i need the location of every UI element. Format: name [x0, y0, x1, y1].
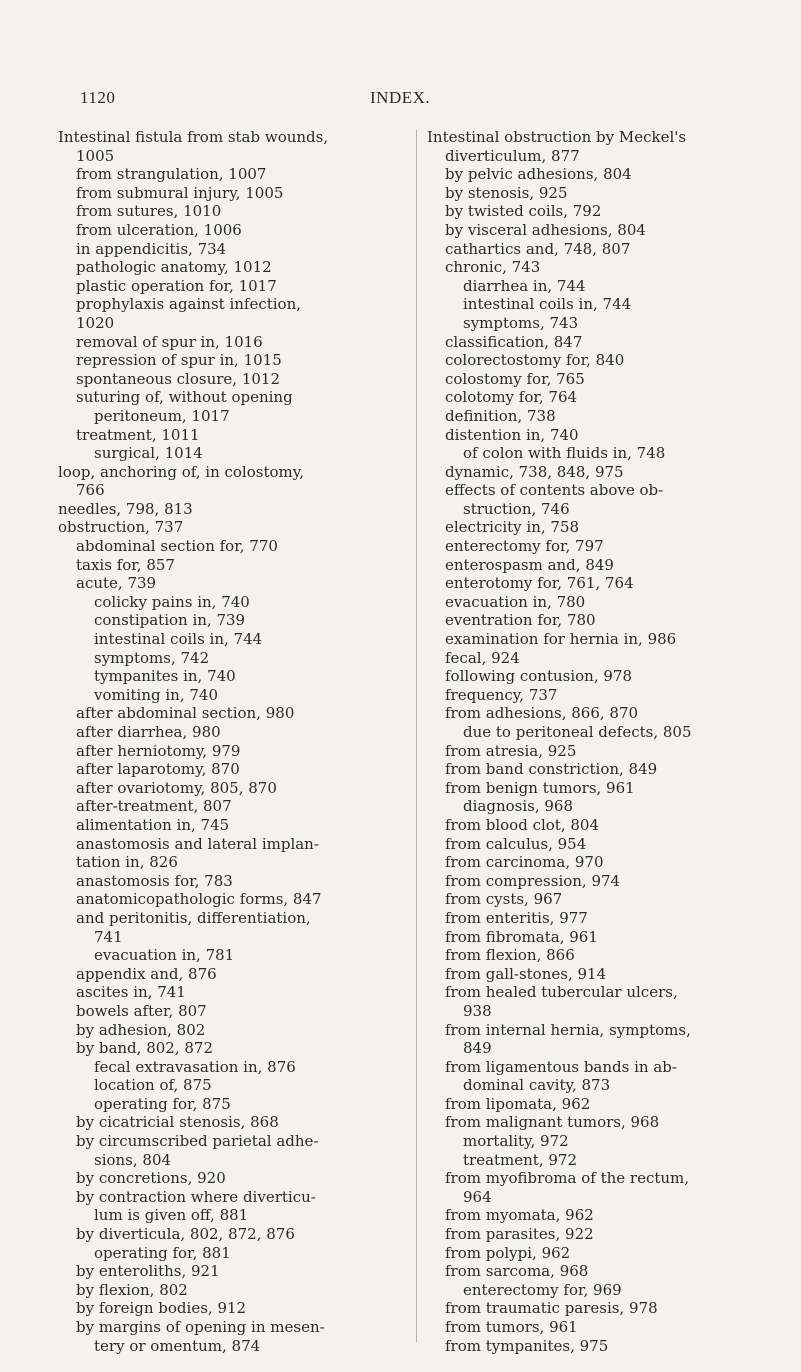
index-entry: taxis for, 857 — [76, 555, 175, 574]
index-entry: 964 — [463, 1187, 492, 1206]
index-entry: evacuation in, 780 — [445, 592, 586, 611]
index-entry: surgical, 1014 — [94, 444, 203, 463]
index-entry: enterectomy for, 797 — [445, 537, 604, 556]
index-entry: from myofibroma of the rectum, — [445, 1169, 690, 1188]
index-entry: tery or omentum, 874 — [94, 1336, 261, 1355]
index-entry: from calculus, 954 — [445, 834, 587, 853]
index-entry: of colon with fluids in, 748 — [463, 444, 666, 463]
index-entry: symptoms, 743 — [463, 313, 579, 332]
index-entry: 849 — [463, 1039, 492, 1058]
index-entry: chronic, 743 — [445, 258, 541, 277]
index-entry: treatment, 972 — [463, 1150, 578, 1169]
index-entry: struction, 746 — [463, 499, 570, 518]
index-entry: from ligamentous bands in ab- — [445, 1057, 677, 1076]
index-entry: by cicatricial stenosis, 868 — [76, 1113, 279, 1132]
index-entry: from internal hernia, symptoms, — [445, 1020, 691, 1039]
index-entry: treatment, 1011 — [76, 425, 200, 444]
index-entry: by circumscribed parietal adhe- — [76, 1132, 319, 1151]
index-entry: appendix and, 876 — [76, 964, 217, 983]
index-entry: Intestinal fistula from stab wounds, — [58, 128, 329, 146]
index-entry: Intestinal obstruction by Meckel's — [427, 128, 687, 146]
index-entry: intestinal coils in, 744 — [463, 295, 632, 314]
index-entry: from atresia, 925 — [445, 741, 577, 760]
index-entry: from sarcoma, 968 — [445, 1262, 589, 1281]
index-entry: by margins of opening in mesen- — [76, 1318, 325, 1336]
page-header — [80, 88, 760, 112]
index-entry: electricity in, 758 — [445, 518, 580, 537]
index-entry: colotomy for, 764 — [445, 388, 578, 407]
index-entry: bowels after, 807 — [76, 1001, 207, 1020]
index-entry: by visceral adhesions, 804 — [445, 220, 646, 239]
index-entry: spontaneous closure, 1012 — [76, 369, 281, 388]
index-entry: after diarrhea, 980 — [76, 723, 221, 741]
index-entry: by twisted coils, 792 — [445, 202, 602, 221]
index-entry: dynamic, 738, 848, 975 — [445, 462, 624, 481]
index-entry: by enteroliths, 921 — [76, 1262, 220, 1281]
index-entry: 938 — [463, 1001, 492, 1020]
index-entry: from submural injury, 1005 — [76, 183, 284, 202]
index-entry: loop, anchoring of, in colostomy, — [58, 462, 304, 481]
index-entry: repression of spur in, 1015 — [76, 351, 282, 370]
index-entry: diagnosis, 968 — [463, 797, 573, 816]
index-entry: and peritonitis, differentiation, — [76, 908, 311, 927]
column-divider — [416, 130, 417, 1342]
index-entry: lum is given off, 881 — [94, 1206, 249, 1225]
index-entry: 766 — [76, 481, 105, 500]
index-entry: anatomicopathologic forms, 847 — [76, 890, 322, 909]
index-entry: after laparotomy, 870 — [76, 760, 240, 779]
index-entry: after abdominal section, 980 — [76, 704, 295, 723]
index-entry: from malignant tumors, 968 — [445, 1113, 660, 1132]
index-entry: pathologic anatomy, 1012 — [76, 258, 272, 277]
index-entry: evacuation in, 781 — [94, 946, 235, 965]
index-entry: acute, 739 — [76, 574, 157, 593]
index-entry: sions, 804 — [94, 1150, 172, 1169]
index-column-right — [427, 128, 779, 1355]
index-entry: diarrhea in, 744 — [463, 276, 586, 295]
index-entry: effects of contents above ob- — [445, 481, 664, 500]
index-entry: from tympanites, 975 — [445, 1336, 609, 1355]
page-number: 1120 — [80, 88, 116, 107]
index-entry: from carcinoma, 970 — [445, 853, 604, 872]
index-entry: mortality, 972 — [463, 1132, 569, 1151]
index-entry: by adhesion, 802 — [76, 1020, 206, 1039]
index-entry: peritoneum, 1017 — [94, 406, 230, 425]
index-entry: from benign tumors, 961 — [445, 778, 635, 797]
index-entry: diverticulum, 877 — [445, 146, 580, 165]
index-entry: operating for, 875 — [94, 1094, 231, 1113]
index-entry: fecal, 924 — [445, 648, 520, 667]
index-entry: from myomata, 962 — [445, 1206, 594, 1225]
index-entry: needles, 798, 813 — [58, 499, 193, 518]
index-entry: by stenosis, 925 — [445, 183, 568, 202]
index-entry: symptoms, 742 — [94, 648, 210, 667]
index-entry: dominal cavity, 873 — [463, 1076, 611, 1095]
index-entry: classification, 847 — [445, 332, 583, 351]
index-entry: anastomosis and lateral implan- — [76, 834, 319, 853]
index-entry: location of, 875 — [94, 1076, 212, 1095]
index-entry: from fibromata, 961 — [445, 927, 598, 946]
index-entry: constipation in, 739 — [94, 611, 246, 630]
index-entry: by concretions, 920 — [76, 1169, 226, 1188]
index-entry: distention in, 740 — [445, 425, 579, 444]
index-entry: suturing of, without opening — [76, 388, 293, 407]
index-entry: enterectomy for, 969 — [463, 1280, 622, 1299]
index-entry: removal of spur in, 1016 — [76, 332, 263, 351]
index-entry: by foreign bodies, 912 — [76, 1299, 247, 1318]
index-entry: by band, 802, 872 — [76, 1039, 213, 1058]
index-entry: abdominal section for, 770 — [76, 537, 278, 556]
index-entry: from sutures, 1010 — [76, 202, 222, 221]
index-entry: colostomy for, 765 — [445, 369, 585, 388]
index-entry: intestinal coils in, 744 — [94, 630, 263, 649]
index-entry: from enteritis, 977 — [445, 908, 588, 927]
index-entry: cathartics and, 748, 807 — [445, 239, 631, 258]
index-entry: following contusion, 978 — [445, 667, 633, 686]
index-entry: eventration for, 780 — [445, 611, 596, 630]
index-entry: from band constriction, 849 — [445, 760, 658, 779]
index-entry: 1020 — [76, 313, 115, 332]
index-entry: enterospasm and, 849 — [445, 555, 614, 574]
index-entry: from gall-stones, 914 — [445, 964, 607, 983]
index-entry: by flexion, 802 — [76, 1280, 188, 1299]
index-entry: by diverticula, 802, 872, 876 — [76, 1225, 295, 1244]
index-entry: after-treatment, 807 — [76, 797, 232, 816]
index-entry: from cysts, 967 — [445, 890, 563, 909]
index-entry: from lipomata, 962 — [445, 1094, 591, 1113]
page-title: INDEX. — [370, 88, 431, 107]
index-entry: definition, 738 — [445, 406, 556, 425]
index-entry: from tumors, 961 — [445, 1318, 578, 1336]
index-entry: from blood clot, 804 — [445, 815, 599, 834]
index-entry: from healed tubercular ulcers, — [445, 983, 678, 1002]
index-column-left — [58, 128, 410, 1355]
index-entry: after herniotomy, 979 — [76, 741, 241, 760]
index-entry: colorectostomy for, 840 — [445, 351, 625, 370]
index-entry: from traumatic paresis, 978 — [445, 1299, 658, 1318]
index-entry: obstruction, 737 — [58, 518, 184, 537]
index-entry: due to peritoneal defects, 805 — [463, 723, 692, 741]
index-entry: alimentation in, 745 — [76, 815, 230, 834]
index-entry: ascites in, 741 — [76, 983, 186, 1002]
index-entry: tympanites in, 740 — [94, 667, 236, 686]
index-entry: vomiting in, 740 — [94, 685, 219, 704]
index-entry: prophylaxis against infection, — [76, 295, 302, 314]
index-entry: from polypi, 962 — [445, 1243, 571, 1262]
index-entry: fecal extravasation in, 876 — [94, 1057, 296, 1076]
index-entry: from compression, 974 — [445, 871, 621, 890]
index-entry: frequency, 737 — [445, 685, 558, 704]
index-entry: colicky pains in, 740 — [94, 592, 250, 611]
index-entry: from ulceration, 1006 — [76, 220, 242, 239]
index-entry: 741 — [94, 927, 123, 946]
index-entry: after ovariotomy, 805, 870 — [76, 778, 277, 797]
index-entry: from parasites, 922 — [445, 1225, 594, 1244]
index-entry: by pelvic adhesions, 804 — [445, 165, 632, 184]
index-entry: by contraction where diverticu- — [76, 1187, 316, 1206]
index-entry: examination for hernia in, 986 — [445, 630, 677, 649]
index-entry: in appendicitis, 734 — [76, 239, 227, 258]
index-entry: anastomosis for, 783 — [76, 871, 233, 890]
index-entry: plastic operation for, 1017 — [76, 276, 277, 295]
index-entry: from flexion, 866 — [445, 946, 575, 965]
index-entry: from adhesions, 866, 870 — [445, 704, 639, 723]
index-entry: 1005 — [76, 146, 115, 165]
index-entry: enterotomy for, 761, 764 — [445, 574, 634, 593]
index-entry: from strangulation, 1007 — [76, 165, 267, 184]
index-entry: operating for, 881 — [94, 1243, 231, 1262]
index-entry: tation in, 826 — [76, 853, 178, 872]
